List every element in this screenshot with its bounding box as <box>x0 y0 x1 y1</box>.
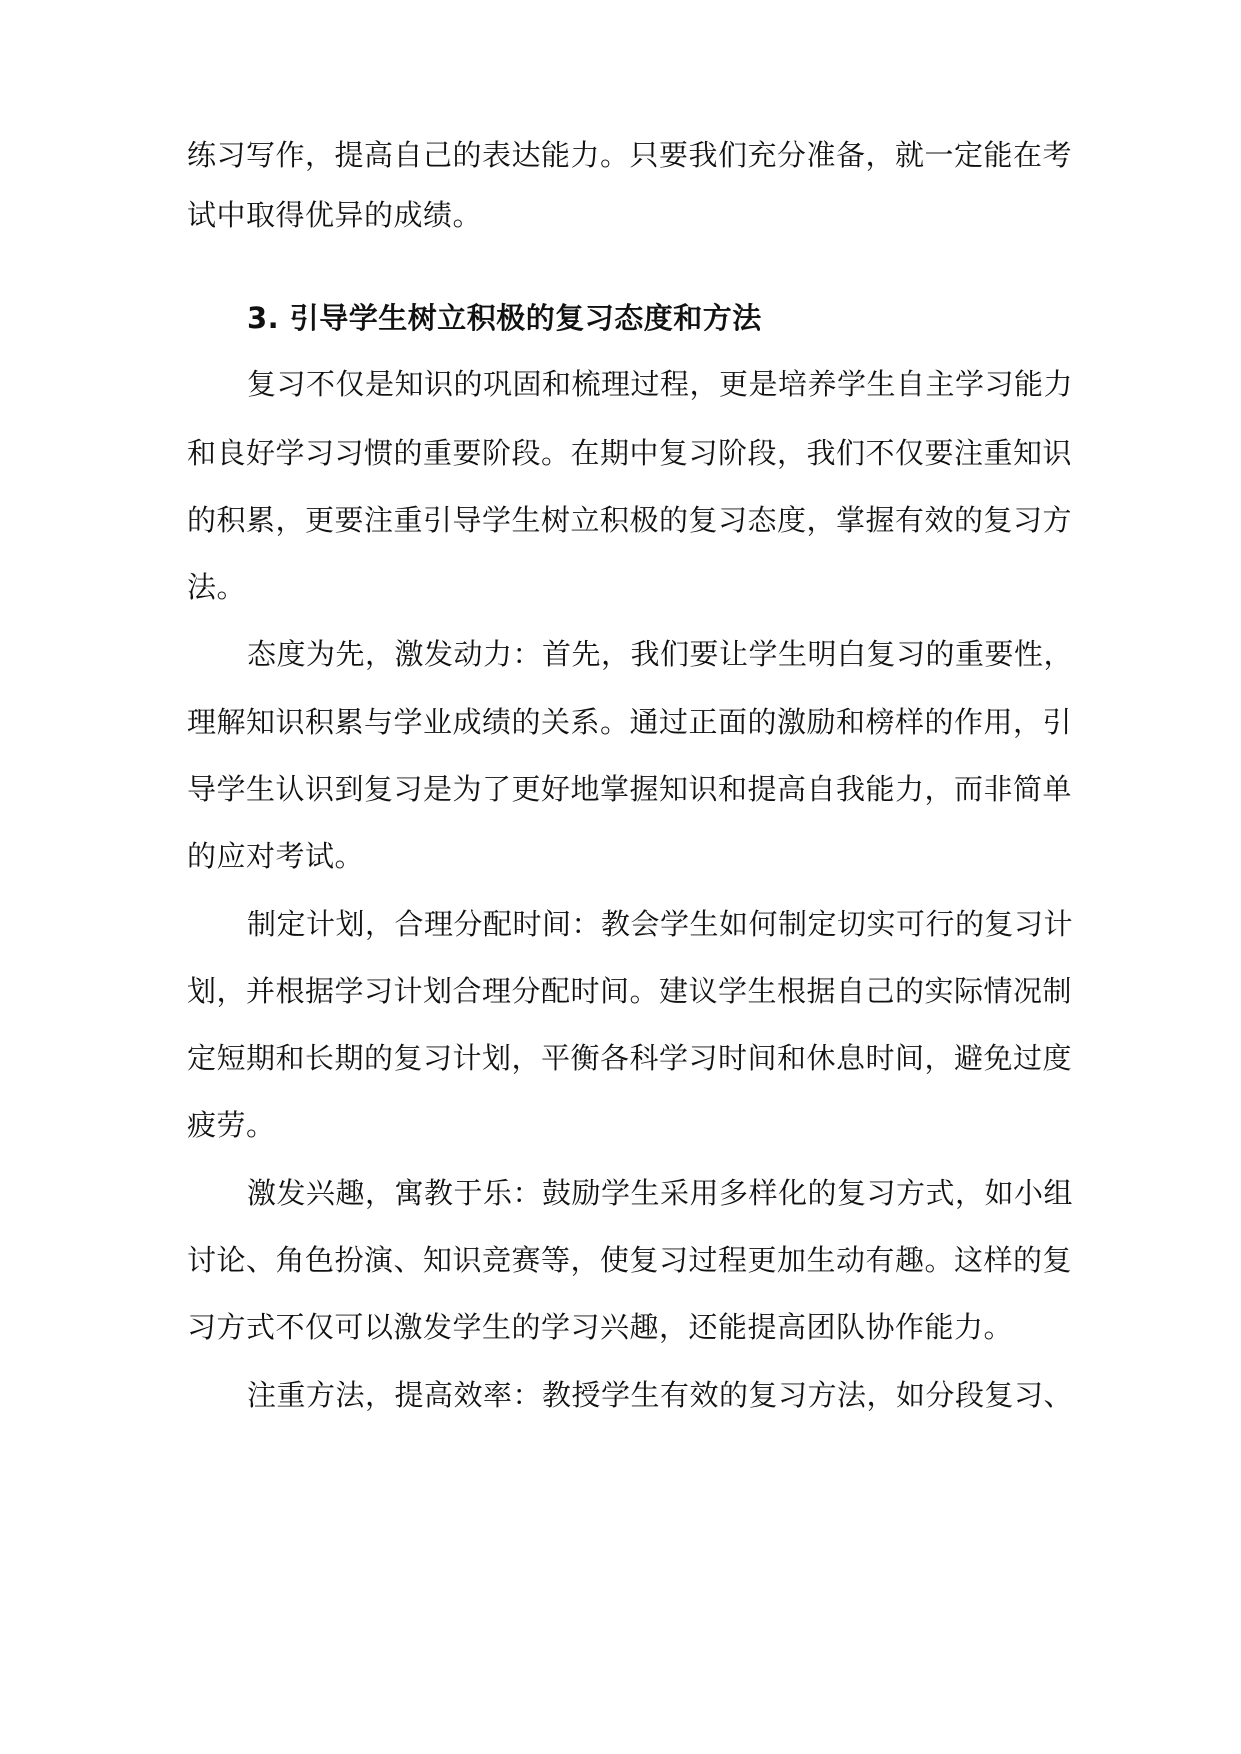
body-text-line: 试中取得优异的成绩。 <box>187 198 483 232</box>
body-text-line: 的积累，更要注重引导学生树立积极的复习态度，掌握有效的复习方 <box>187 503 1073 537</box>
body-text-line: 导学生认识到复习是为了更好地掌握知识和提高自我能力，而非简单 <box>187 772 1073 806</box>
body-text-line: 法。 <box>187 570 247 604</box>
body-text-line: 制定计划，合理分配时间：教会学生如何制定切实可行的复习计 <box>247 907 1074 941</box>
body-text-line: 习方式不仅可以激发学生的学习兴趣，还能提高团队协作能力。 <box>187 1310 1014 1344</box>
body-text-line: 练习写作，提高自己的表达能力。只要我们充分准备，就一定能在考 <box>187 138 1073 172</box>
body-text-line: 的应对考试。 <box>187 839 365 873</box>
body-text-line: 注重方法，提高效率：教授学生有效的复习方法，如分段复习、 <box>247 1378 1074 1412</box>
body-text-line: 划，并根据学习计划合理分配时间。建议学生根据自己的实际情况制 <box>187 974 1073 1008</box>
body-text-line: 激发兴趣，寓教于乐：鼓励学生采用多样化的复习方式，如小组 <box>247 1176 1074 1210</box>
section-heading: 3. 引导学生树立积极的复习态度和方法 <box>247 301 762 335</box>
body-text-line: 讨论、角色扮演、知识竞赛等，使复习过程更加生动有趣。这样的复 <box>187 1243 1073 1277</box>
body-text-line: 疲劳。 <box>187 1108 276 1142</box>
body-text-line: 和良好学习习惯的重要阶段。在期中复习阶段，我们不仅要注重知识 <box>187 436 1073 470</box>
body-text-line: 理解知识积累与学业成绩的关系。通过正面的激励和榜样的作用，引 <box>187 705 1073 739</box>
body-text-line: 复习不仅是知识的巩固和梳理过程，更是培养学生自主学习能力 <box>247 367 1074 401</box>
body-text-line: 态度为先，激发动力：首先，我们要让学生明白复习的重要性， <box>247 637 1074 671</box>
body-text-line: 定短期和长期的复习计划，平衡各科学习时间和休息时间，避免过度 <box>187 1041 1073 1075</box>
